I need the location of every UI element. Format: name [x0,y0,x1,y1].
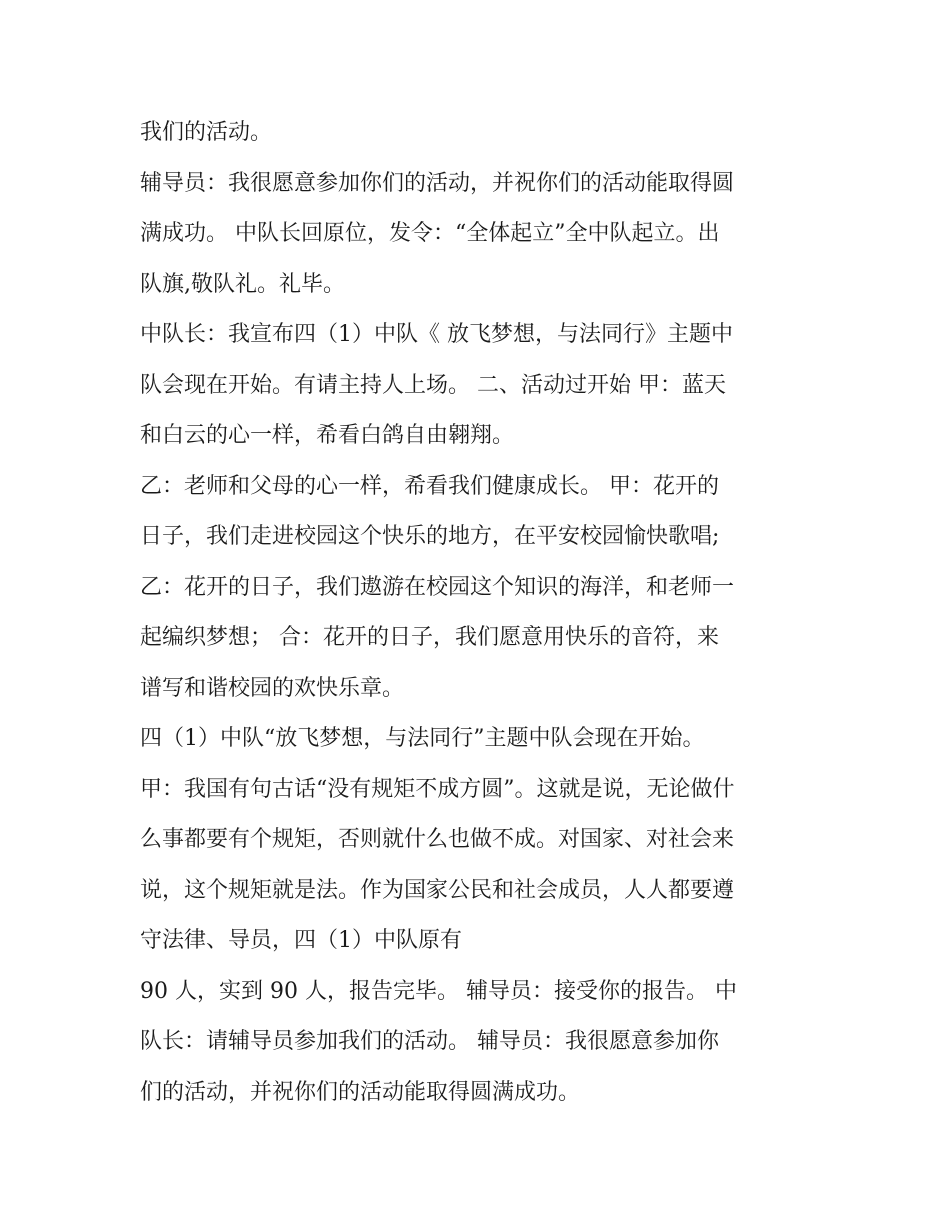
text-line-15: 么事都要有个规矩，否则就什么也做不成。对国家、对社会来 [140,827,735,852]
text-line-17: 守法律、导员，四（1）中队原有 [140,928,462,953]
text-line-13: 四（1）中队“放飞梦想，与法同行”主题中队会现在开始。 [140,726,705,751]
text-line-19: 队长：请辅导员参加我们的活动。 辅导员：我很愿意参加你 [140,1029,719,1054]
text-line-9: 日子，我们走进校园这个快乐的地方，在平安校园愉快歌唱; [140,524,720,549]
text-line-18: 90 人，实到 90 人，报告完毕。 辅导员：接受你的报告。 中 [140,978,737,1004]
text-line-14: 甲：我国有句古话“没有规矩不成方圆”。这就是说，无论做什 [140,776,735,802]
document-body [140,108,830,1118]
text-line-10: 乙：花开的日子，我们遨游在校园这个知识的海洋，和老师一 [140,574,735,600]
text-line-8: 乙：老师和父母的心一样，希看我们健康成长。 甲：花开的 [140,473,719,499]
text-line-5: 中队长：我宣布四（1）中队《 放飞梦想，与法同行》主题中 [140,322,733,347]
text-line-12: 谱写和谐校园的欢快乐章。 [140,675,405,701]
text-line-2: 辅导员：我很愿意参加你们的活动，并祝你们的活动能取得圆 [140,170,735,196]
text-line-16: 说，这个规矩就是法。作为国家公民和社会成员，人人都要遵 [140,877,735,903]
text-line-11: 起编织梦想； 合：花开的日子，我们愿意用快乐的音符，来 [140,625,719,650]
text-line-6: 队会现在开始。有请主持人上场。 二、活动过开始 甲：蓝天 [140,372,726,398]
text-line-7: 和白云的心一样，希看白鸽自由翱翔。 [140,423,515,448]
text-line-20: 们的活动，并祝你们的活动能取得圆满成功。 [140,1079,581,1105]
text-line-1: 我们的活动。 [140,120,273,145]
text-line-3: 满成功。 中队长回原位，发令：“全体起立”全中队起立。出 [140,221,720,246]
text-line-4: 队旗,敬队礼。礼毕。 [140,271,345,297]
